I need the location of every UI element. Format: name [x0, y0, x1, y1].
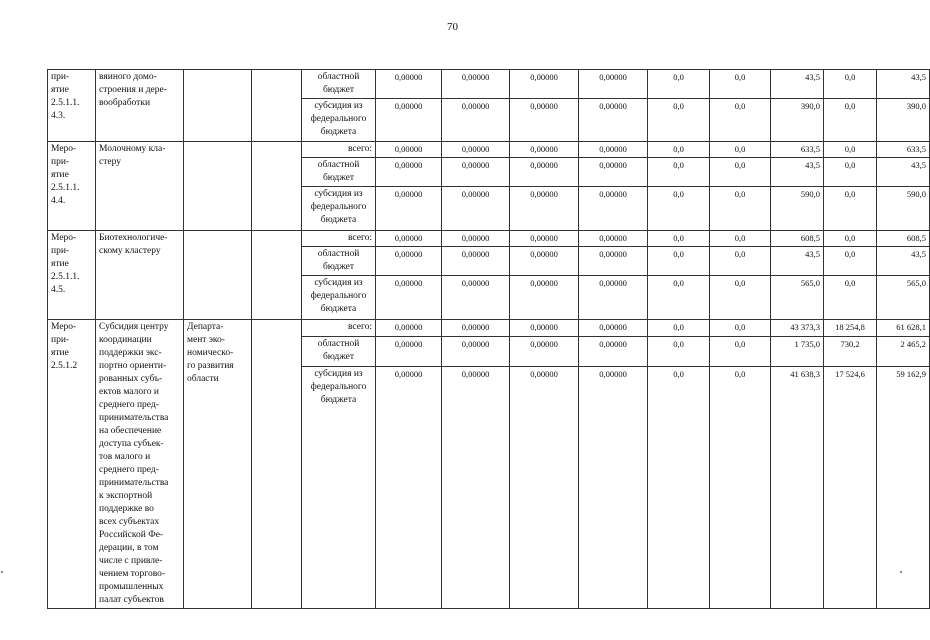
value-cell: 0,0 [824, 142, 877, 158]
table-body [48, 70, 930, 609]
value-cell: 0,00000 [510, 320, 579, 337]
measure-name: Субсидия центру координации поддержки экс- портно ориенти- рованных субъ- ектов малого и среднего пред- принимательства на обеспечение доступа субъек- тов малого и среднего пред- принимательства к экспортной поддержке во всех субъектах Российской Фе- дерации, в том числе с привле- чением торгово- промышленных палат субъектов [96, 320, 184, 609]
value-cell: 0,0 [648, 276, 710, 320]
value-cell: 0,00000 [579, 336, 648, 367]
value-cell: 0,0 [710, 70, 771, 99]
value-cell: 0,00000 [376, 99, 442, 142]
value-cell: 0,00000 [579, 70, 648, 99]
funding-source-label: областной бюджет [302, 247, 376, 276]
value-cell: 0,0 [648, 367, 710, 609]
page-number: 70 [447, 21, 458, 33]
value-cell: 0,0 [824, 247, 877, 276]
value-cell: 0,0 [648, 99, 710, 142]
value-cell: 0,00000 [376, 247, 442, 276]
value-cell: 0,0 [710, 336, 771, 367]
value-cell: 0,00000 [376, 142, 442, 158]
value-cell: 0,0 [710, 276, 771, 320]
value-cell: 0,00000 [376, 70, 442, 99]
table-row [48, 320, 930, 337]
value-cell: 0,00000 [442, 231, 510, 247]
value-cell: 0,0 [710, 231, 771, 247]
value-cell: 633,5 [771, 142, 824, 158]
value-cell: 0,00000 [442, 187, 510, 231]
value-cell: 0,00000 [376, 231, 442, 247]
value-cell: 0,00000 [510, 276, 579, 320]
empty-cell [252, 142, 302, 231]
value-cell: 1 735,0 [771, 336, 824, 367]
funding-source-label: всего: [302, 320, 376, 337]
value-cell: 2 465,2 [877, 336, 930, 367]
value-cell: 0,0 [824, 187, 877, 231]
value-cell: 0,00000 [376, 187, 442, 231]
funding-source-label: всего: [302, 142, 376, 158]
value-cell: 0,00000 [579, 99, 648, 142]
value-cell: 0,0 [710, 247, 771, 276]
value-cell: 0,0 [648, 187, 710, 231]
value-cell: 0,00000 [579, 247, 648, 276]
value-cell: 0,00000 [376, 276, 442, 320]
value-cell: 0,00000 [442, 142, 510, 158]
value-cell: 0,00000 [579, 320, 648, 337]
funding-source-label: областной бюджет [302, 336, 376, 367]
value-cell: 0,0 [648, 336, 710, 367]
value-cell: 0,0 [648, 158, 710, 187]
value-cell: 590,0 [877, 187, 930, 231]
value-cell: 0,00000 [376, 367, 442, 609]
value-cell: 0,0 [648, 231, 710, 247]
value-cell: 0,0 [824, 70, 877, 99]
value-cell: 0,00000 [510, 187, 579, 231]
table-row [48, 142, 930, 158]
value-cell: 61 628,1 [877, 320, 930, 337]
value-cell: 0,0 [648, 142, 710, 158]
value-cell: 0,00000 [579, 231, 648, 247]
value-cell: 0,00000 [510, 70, 579, 99]
value-cell: 390,0 [771, 99, 824, 142]
value-cell: 0,00000 [442, 320, 510, 337]
value-cell: 0,0 [648, 320, 710, 337]
value-cell: 0,00000 [579, 158, 648, 187]
value-cell: 0,00000 [376, 158, 442, 187]
value-cell: 608,5 [877, 231, 930, 247]
value-cell: 565,0 [877, 276, 930, 320]
value-cell: 0,0 [710, 367, 771, 609]
value-cell: 0,0 [710, 187, 771, 231]
value-cell: 0,0 [824, 231, 877, 247]
value-cell: 17 524,6 [824, 367, 877, 609]
measure-name: вяиного домо- строения и дере- вообработки [96, 70, 184, 142]
value-cell: 43,5 [771, 158, 824, 187]
value-cell: 0,00000 [510, 231, 579, 247]
value-cell: 18 254,8 [824, 320, 877, 337]
value-cell: 0,00000 [442, 99, 510, 142]
value-cell: 390,0 [877, 99, 930, 142]
value-cell: 590,0 [771, 187, 824, 231]
value-cell: 43,5 [877, 158, 930, 187]
value-cell: 0,00000 [376, 336, 442, 367]
value-cell: 0,00000 [579, 187, 648, 231]
measure-name: Биотехнологиче- скому кластеру [96, 231, 184, 320]
value-cell: 0,00000 [510, 142, 579, 158]
value-cell: 0,0 [824, 99, 877, 142]
value-cell: 0,00000 [510, 99, 579, 142]
executor [184, 70, 252, 142]
scan-mark [1, 571, 3, 573]
value-cell: 0,00000 [376, 320, 442, 337]
table-row [48, 70, 930, 99]
funding-source-label: областной бюджет [302, 158, 376, 187]
executor: Департа- мент эко- номическо- го развития области [184, 320, 252, 609]
value-cell: 43 373,3 [771, 320, 824, 337]
funding-source-label: всего: [302, 231, 376, 247]
value-cell: 0,00000 [442, 70, 510, 99]
funding-source-label: субсидия из федерального бюджета [302, 276, 376, 320]
value-cell: 0,00000 [442, 276, 510, 320]
funding-source-label: областной бюджет [302, 70, 376, 99]
value-cell: 565,0 [771, 276, 824, 320]
value-cell: 0,0 [648, 247, 710, 276]
value-cell: 59 162,9 [877, 367, 930, 609]
measure-code: при- ятие 2.5.1.1. 4.3. [48, 70, 96, 142]
value-cell: 730,2 [824, 336, 877, 367]
budget-table [47, 69, 930, 609]
value-cell: 0,00000 [510, 367, 579, 609]
measure-name: Молочному кла- стеру [96, 142, 184, 231]
value-cell: 43,5 [771, 247, 824, 276]
value-cell: 43,5 [771, 70, 824, 99]
funding-source-label: субсидия из федерального бюджета [302, 367, 376, 609]
value-cell: 608,5 [771, 231, 824, 247]
value-cell: 0,0 [648, 70, 710, 99]
executor [184, 231, 252, 320]
value-cell: 0,00000 [510, 247, 579, 276]
funding-source-label: субсидия из федерального бюджета [302, 187, 376, 231]
value-cell: 0,0 [710, 142, 771, 158]
value-cell: 0,00000 [442, 336, 510, 367]
value-cell: 41 638,3 [771, 367, 824, 609]
executor [184, 142, 252, 231]
value-cell: 0,0 [710, 320, 771, 337]
measure-code: Меро- при- ятие 2.5.1.2 [48, 320, 96, 609]
scan-mark [900, 571, 902, 573]
value-cell: 0,00000 [579, 142, 648, 158]
value-cell: 0,00000 [579, 276, 648, 320]
empty-cell [252, 70, 302, 142]
empty-cell [252, 231, 302, 320]
value-cell: 0,0 [710, 99, 771, 142]
value-cell: 633,5 [877, 142, 930, 158]
measure-code: Меро- при- ятие 2.5.1.1. 4.4. [48, 142, 96, 231]
value-cell: 0,00000 [442, 247, 510, 276]
value-cell: 0,00000 [510, 158, 579, 187]
funding-source-label: субсидия из федерального бюджета [302, 99, 376, 142]
measure-code: Меро- при- ятие 2.5.1.1. 4.5. [48, 231, 96, 320]
value-cell: 0,00000 [442, 367, 510, 609]
value-cell: 0,00000 [510, 336, 579, 367]
value-cell: 0,00000 [442, 158, 510, 187]
value-cell: 0,0 [824, 276, 877, 320]
empty-cell [252, 320, 302, 609]
value-cell: 43,5 [877, 70, 930, 99]
value-cell: 0,0 [710, 158, 771, 187]
table-row [48, 231, 930, 247]
value-cell: 0,0 [824, 158, 877, 187]
value-cell: 0,00000 [579, 367, 648, 609]
value-cell: 43,5 [877, 247, 930, 276]
